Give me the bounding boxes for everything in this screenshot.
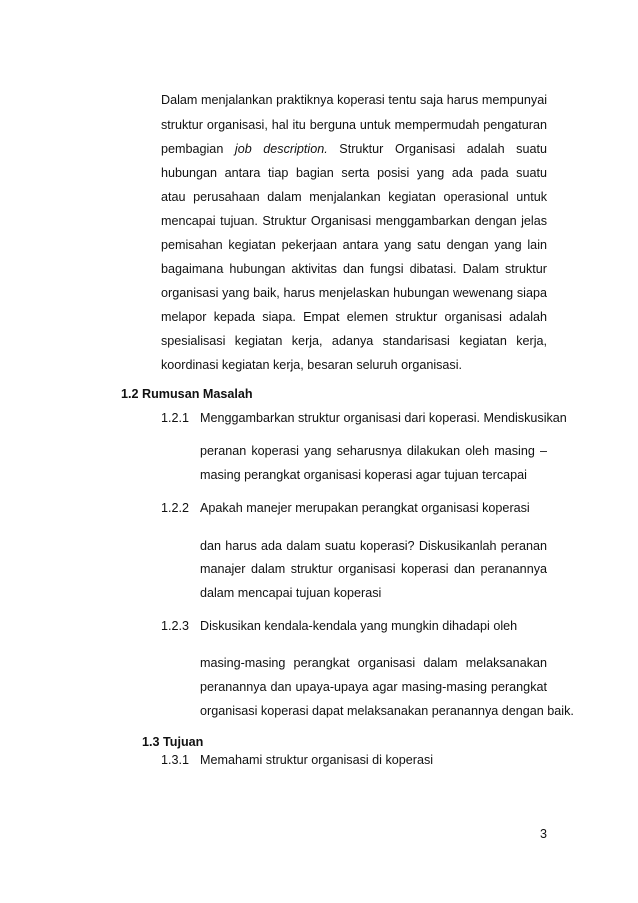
- item-text-first: Memahami struktur organisasi di koperasi: [200, 753, 434, 767]
- intro-line-7: pemisahan kegiatan pekerjaan antara yang satu dengan yang lain: [161, 238, 547, 252]
- intro-line-12: koordinasi kegiatan kerja, besaran seluruh organisasi.: [161, 358, 463, 372]
- intro-line-3: [161, 141, 547, 157]
- item-text-cont: dalam mencapai tujuan koperasi: [200, 586, 382, 600]
- intro-line-9: organisasi yang baik, harus menjelaskan hubungan wewenang siapa: [161, 286, 547, 300]
- item-text-first: Menggambarkan struktur organisasi dari koperasi. Mendiskusikan: [200, 411, 567, 425]
- item-text-first: Apakah manejer merupakan perangkat organisasi koperasi: [200, 501, 530, 515]
- section-heading-tujuan: 1.3 Tujuan: [142, 735, 204, 749]
- job-description-term: job description.: [234, 142, 328, 156]
- section-heading-rumusan-masalah: 1.2 Rumusan Masalah: [121, 387, 253, 401]
- item-number: 1.2.3: [161, 619, 190, 633]
- intro-line-4: hubungan antara tiap bagian serta posisi yang ada pada suatu: [161, 166, 547, 180]
- intro-line-1: Dalam menjalankan praktiknya koperasi tentu saja harus mempunyai: [161, 93, 547, 107]
- item-text-cont: dan harus ada dalam suatu koperasi? Diskusikanlah peranan: [200, 539, 547, 553]
- intro-line-2: struktur organisasi, hal itu berguna untuk mempermudah pengaturan: [161, 118, 547, 132]
- item-text-cont: organisasi koperasi dapat melaksanakan peranannya dengan baik.: [200, 704, 574, 718]
- item-text-cont: masing perangkat organisasi koperasi agar tujuan tercapai: [200, 468, 527, 482]
- intro-line-5: atau perusahaan dalam menjalankan kegiatan operasional untuk: [161, 190, 547, 204]
- item-number: 1.2.2: [161, 501, 190, 515]
- item-text-cont: peranan koperasi yang seharusnya dilakukan oleh masing –: [200, 444, 547, 458]
- item-number: 1.2.1: [161, 411, 190, 425]
- intro-line-3-rest: Struktur Organisasi adalah suatu: [339, 142, 547, 156]
- item-text-cont: manajer dalam struktur organisasi koperasi dan peranannya: [200, 562, 547, 576]
- intro-line-3-start: pembagian: [161, 142, 235, 156]
- intro-line-6: mencapai tujuan. Struktur Organisasi menggambarkan dengan jelas: [161, 214, 547, 228]
- page-number: 3: [540, 827, 548, 841]
- item-text-cont: masing-masing perangkat organisasi dalam melaksanakan: [200, 656, 547, 670]
- item-text-first: Diskusikan kendala-kendala yang mungkin dihadapi oleh: [200, 619, 518, 633]
- intro-line-10: melapor kepada siapa. Empat elemen struktur organisasi adalah: [161, 310, 547, 324]
- intro-line-8: bagaimana hubungan aktivitas dan fungsi dibatasi. Dalam struktur: [161, 262, 547, 276]
- item-text-cont: peranannya dan upaya-upaya agar masing-masing perangkat: [200, 680, 547, 694]
- item-number: 1.3.1: [161, 753, 190, 767]
- intro-line-11: spesialisasi kegiatan kerja, adanya standarisasi kegiatan kerja,: [161, 334, 547, 348]
